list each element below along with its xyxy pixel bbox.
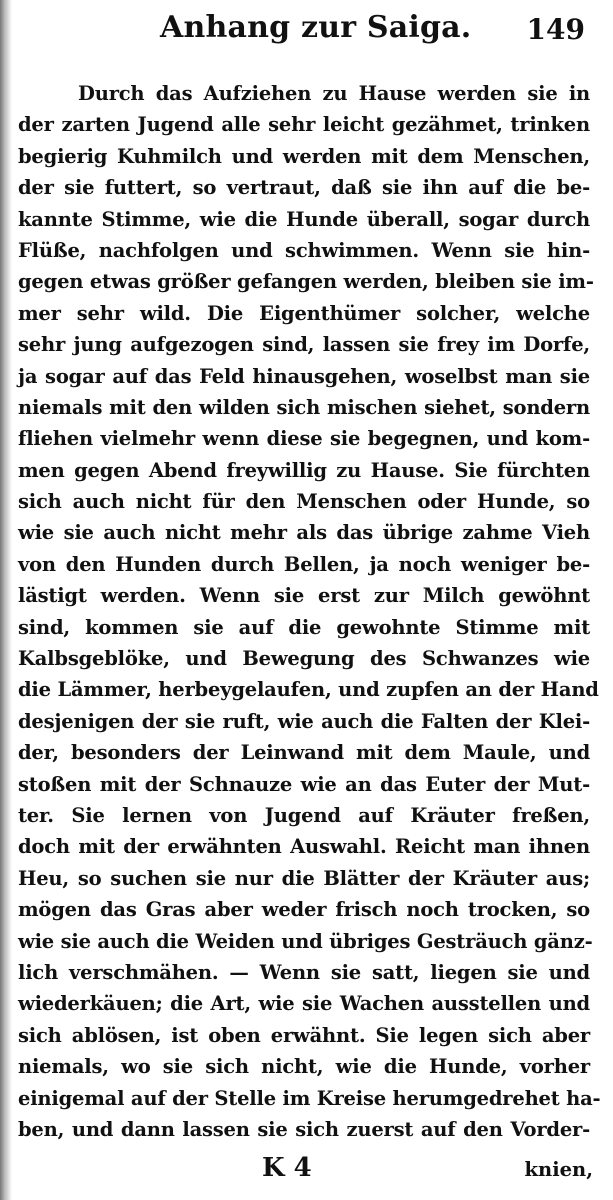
text-line: Kalbsgeblöke, und Bewegung des Schwanzes wie bbox=[18, 647, 590, 671]
text-line: Heu, so suchen sie nur die Blätter der Kräuter aus; bbox=[18, 866, 590, 890]
text-line: niemals mit den wilden sich mischen siehet, sondern bbox=[18, 395, 590, 419]
text-line: sehr jung aufgezogen sind, lassen sie frey im Dorfe, bbox=[18, 333, 590, 357]
text-line: der sie futtert, so vertraut, daß sie ihn auf die be- bbox=[18, 176, 590, 200]
text-line: desjenigen der sie ruft, wie auch die Falten der Klei- bbox=[18, 709, 590, 733]
text-line: kannte Stimme, wie die Hunde überall, sogar durch bbox=[18, 207, 590, 231]
text-line: mögen das Gras aber weder frisch noch trocken, so bbox=[18, 898, 590, 922]
text-line: fliehen vielmehr wenn diese sie begegnen, und kom- bbox=[18, 427, 590, 451]
text-line: lich verschmähen. — Wenn sie satt, liegen sie und bbox=[18, 960, 590, 984]
text-line: sind, kommen sie auf die gewohnte Stimme mit bbox=[18, 615, 590, 639]
text-line: von den Hunden durch Bellen, ja noch weniger be- bbox=[18, 552, 590, 576]
text-line: einigemal auf der Stelle im Kreise herumgedrehet ha- bbox=[18, 1086, 601, 1110]
signature-mark: K 4 bbox=[262, 1153, 312, 1183]
text-line: der, besonders der Leinwand mit dem Maule, und bbox=[18, 741, 590, 765]
text-line: ter. Sie lernen von Jugend auf Kräuter freßen, bbox=[18, 803, 590, 827]
text-line: doch mit der erwähnten Auswahl. Reicht man ihnen bbox=[18, 835, 590, 859]
text-line: lästigt werden. Wenn sie erst zur Milch gewöhnt bbox=[18, 584, 590, 608]
text-line: stoßen mit der Schnauze wie an das Euter der Mut- bbox=[18, 772, 590, 796]
catchword: knien, bbox=[524, 1158, 593, 1181]
text-line: Flüße, nachfolgen und schwimmen. Wenn sie hin- bbox=[18, 238, 590, 262]
binding-gutter-shadow bbox=[0, 0, 12, 1200]
text-line: wie sie auch nicht mehr als das übrige zahme Vieh bbox=[18, 521, 590, 545]
text-line: wie sie auch die Weiden und übriges Gesträuch gänz- bbox=[18, 929, 593, 953]
text-line: ben, und dann lassen sie sich zuerst auf den Vorder- bbox=[18, 1117, 590, 1141]
text-line: die Lämmer, herbeygelaufen, und zupfen an der Hand bbox=[18, 678, 599, 702]
text-line: wiederkäuen; die Art, wie sie Wachen ausstellen und bbox=[18, 992, 590, 1016]
text-line: sich auch nicht für den Menschen oder Hunde, so bbox=[18, 490, 590, 514]
text-line: ja sogar auf das Feld hinausgehen, woselbst man sie bbox=[18, 364, 590, 388]
text-line: begierig Kuhmilch und werden mit dem Menschen, bbox=[18, 144, 590, 168]
running-head: Anhang zur Saiga. bbox=[160, 10, 472, 45]
text-line: niemals, wo sie sich nicht, wie die Hunde, vorher bbox=[18, 1055, 590, 1079]
text-line: Durch das Aufziehen zu Hause werden sie in bbox=[78, 82, 590, 105]
body-text bbox=[18, 78, 601, 1145]
text-line: mer sehr wild. Die Eigenthümer solcher, welche bbox=[18, 301, 590, 325]
text-line: gegen etwas größer gefangen werden, bleiben sie im- bbox=[18, 270, 594, 294]
page-number: 149 bbox=[526, 13, 585, 46]
text-line: der zarten Jugend alle sehr leicht gezähmet, trinken bbox=[18, 113, 590, 137]
text-line: sich ablösen, ist oben erwähnt. Sie legen sich aber bbox=[18, 1023, 590, 1047]
text-line: men gegen Abend freywillig zu Hause. Sie fürchten bbox=[18, 458, 590, 482]
